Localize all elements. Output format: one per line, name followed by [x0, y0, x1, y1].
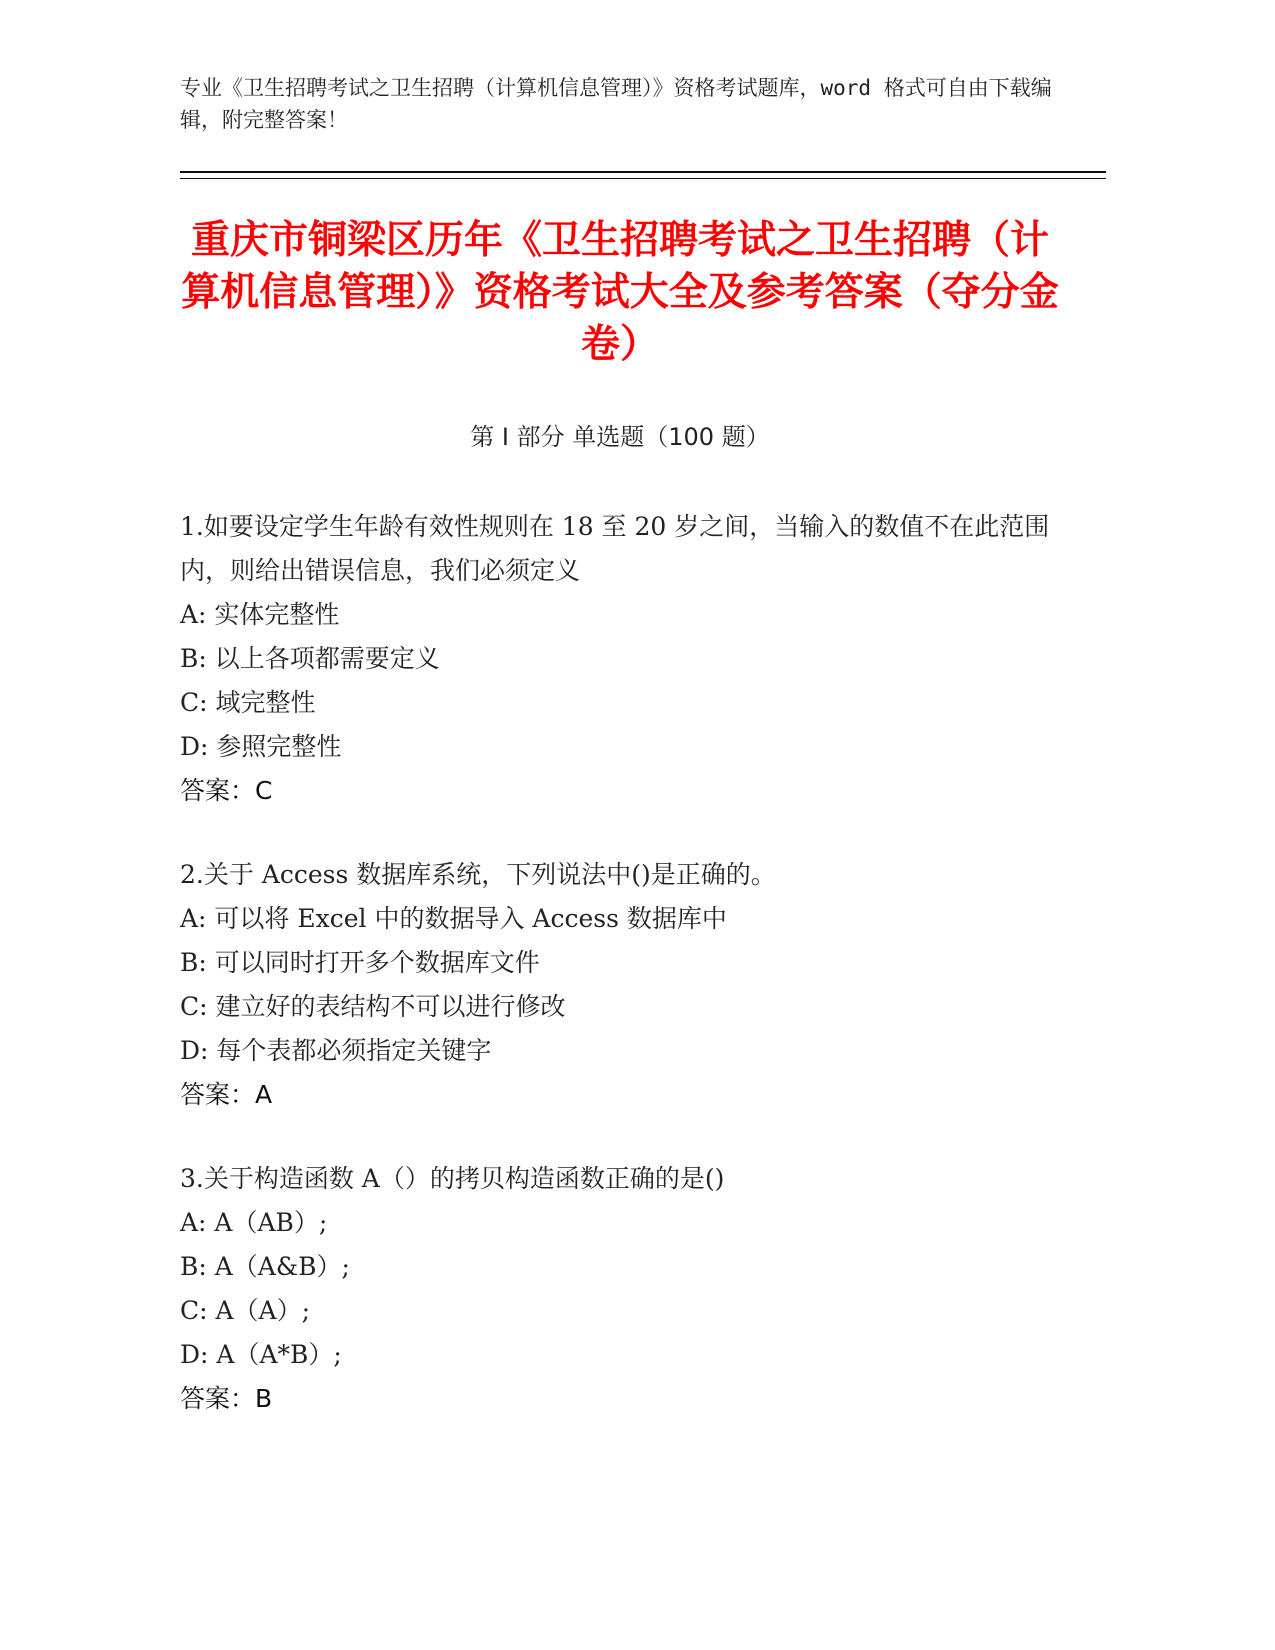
- option-c: C: 域完整性: [180, 688, 316, 717]
- header-note: 专业《卫生招聘考试之卫生招聘（计算机信息管理）》资格考试题库，word 格式可自由下载编辑，附完整答案！: [180, 76, 1052, 132]
- question-1: [180, 505, 1070, 813]
- option-b: B: 可以同时打开多个数据库文件: [180, 948, 540, 977]
- question-stem: 3.关于构造函数 A（）的拷贝构造函数正确的是(): [180, 1164, 725, 1193]
- answer-label: 答案：B: [180, 1384, 273, 1413]
- section-heading: 第 I 部分 单选题（100 题）: [470, 423, 770, 451]
- question-3: [180, 1157, 1070, 1421]
- option-d: D: 每个表都必须指定关键字: [180, 1036, 492, 1065]
- option-c: C: A（A）;: [180, 1296, 311, 1325]
- header-divider-thin: [180, 178, 1106, 179]
- option-d: D: 参照完整性: [180, 732, 342, 761]
- option-a: A: 可以将 Excel 中的数据导入 Access 数据库中: [180, 904, 727, 933]
- option-c: C: 建立好的表结构不可以进行修改: [180, 992, 566, 1021]
- answer-label: 答案：A: [180, 1080, 273, 1109]
- answer-label: 答案：C: [180, 776, 273, 805]
- header-divider-thick: [180, 171, 1106, 173]
- option-a: A: A（AB）;: [180, 1208, 328, 1237]
- option-a: A: 实体完整性: [180, 600, 340, 629]
- question-stem: 1.如要设定学生年龄有效性规则在 18 至 20 岁之间，当输入的数值不在此范围内，则给出错误信息，我们必须定义: [180, 512, 1050, 585]
- option-b: B: 以上各项都需要定义: [180, 644, 440, 673]
- question-stem: 2.关于 Access 数据库系统，下列说法中()是正确的。: [180, 860, 776, 889]
- document-title: 重庆市铜梁区历年《卫生招聘考试之卫生招聘（计算机信息管理）》资格考试大全及参考答案（夺分金卷）: [181, 218, 1059, 367]
- question-2: [180, 853, 1070, 1117]
- option-b: B: A（A&B）;: [180, 1252, 350, 1281]
- option-d: D: A（A*B）;: [180, 1340, 342, 1369]
